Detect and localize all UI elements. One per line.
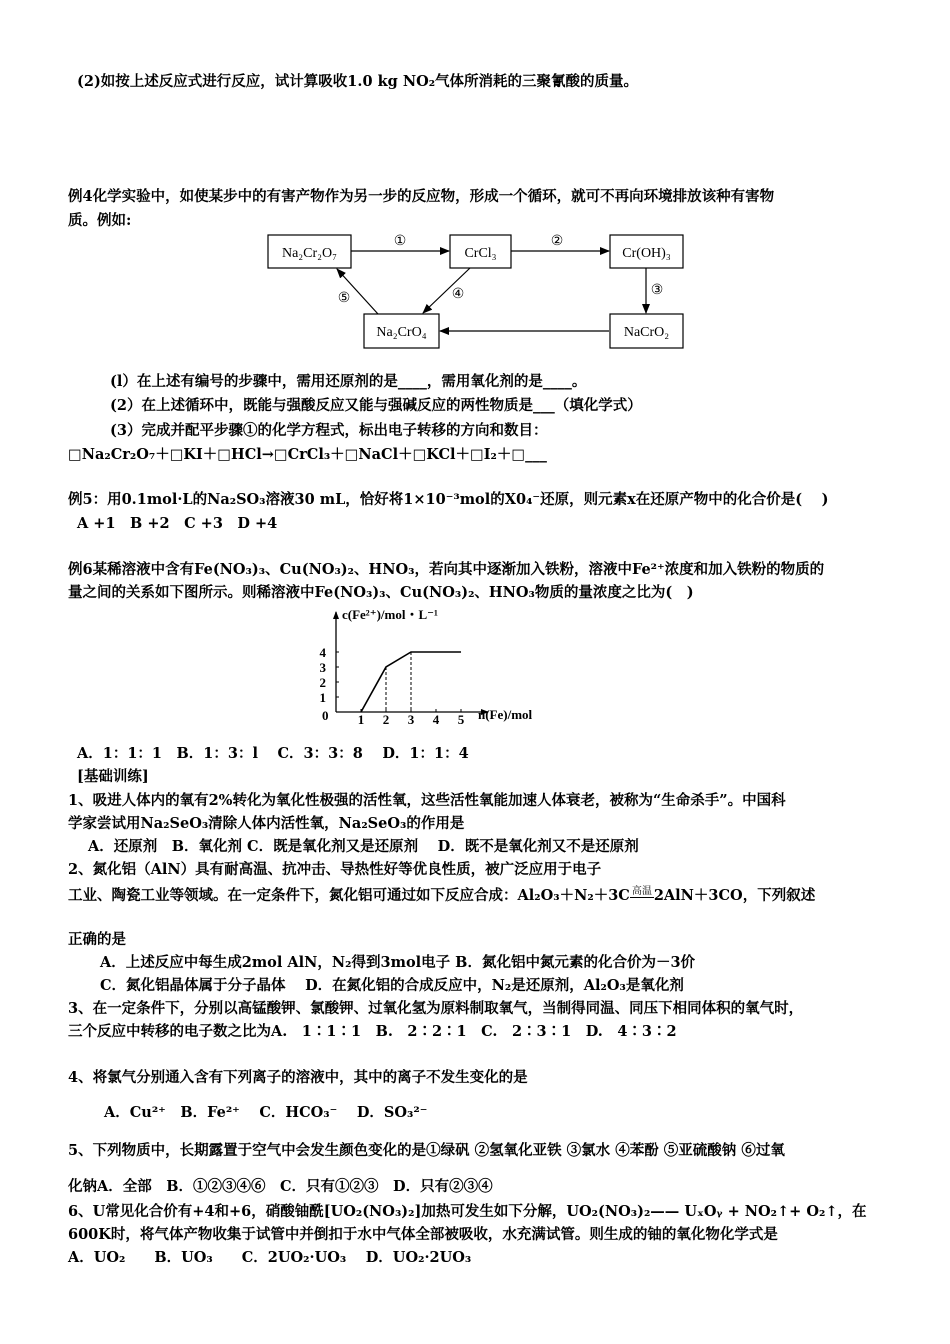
y-tick-label-4: 4 [319, 645, 326, 660]
q1-options: A．还原剂 B．氧化剂 C．既是氧化剂又是还原剂 D．既不是氧化剂又不是还原剂 [88, 838, 639, 855]
section-basic-training: [基础训练] [77, 768, 149, 785]
label-na2cr2o7: Na₂Cr₂O₇ [281, 246, 338, 261]
y-tick-label-1: 1 [319, 690, 326, 705]
example-4-line-1: 例4化学实验中，如使某步中的有害产物作为另一步的反应物，形成一个循环，就可不再向环境排放该种有害物 [68, 188, 775, 205]
label-step-4: ④ [451, 287, 465, 302]
origin-label: 0 [322, 708, 329, 723]
q4-question: 4、将氯气分别通入含有下列离子的溶液中，其中的离子不发生变化的是 [68, 1069, 528, 1086]
example-4-question-3: (3）完成并配平步骤①的化学方程式，标出电子转移的方向和数目： [110, 422, 548, 439]
q6-line-1: 6、U常见化合价有+4和+6，硝酸铀酰[UO₂(NO₃)₂]加热可发生如下分解，UO₂(NO₃)₂—— UₓOᵧ + NO₂↑+ O₂↑，在 [68, 1203, 867, 1220]
question-2-text: (2)如按上述反应式进行反应，试计算吸收1.0 kg NO₂气体所消耗的三聚氰酸的质量。 [77, 73, 639, 90]
example-6-line-1: 例6某稀溶液中含有Fe(NO₃)₃、Cu(NO₃)₂、HNO₃，若向其中逐渐加入铁粉，溶液中Fe²⁺浓度和加入铁粉的物质的 [68, 561, 825, 578]
q2-line-2 [68, 886, 815, 906]
q2-options-cd: C．氮化铝晶体属于分子晶体 D．在氮化铝的合成反应中，N₂是还原剂，Al₂O₃是氧化剂 [100, 977, 684, 994]
fe2-concentration-chart [300, 600, 570, 730]
label-croh3: Cr(OH)₃ [622, 246, 671, 261]
label-nacro2: NaCrO₂ [623, 325, 670, 340]
q3-line-1: 3、在一定条件下，分别以高锰酸钾、氯酸钾、过氧化氢为原料制取氧气，当制得同温、同压下相同体积的氧气时， [68, 1000, 804, 1017]
q2-line-1: 2、氮化铝（AlN）具有耐高温、抗冲击、导热性好等优良性质，被广泛应用于电子 [68, 861, 602, 878]
label-na2cro4: Na₂CrO₄ [376, 325, 427, 340]
example-5-options: A +1 B +2 C +3 D +4 [77, 515, 278, 532]
y-axis-label: c(Fe²⁺)/mol・L⁻¹ [342, 607, 438, 622]
q2-line-3: 正确的是 [68, 931, 126, 948]
x-tick-label-4: 4 [432, 712, 440, 727]
q1-line-1: 1、吸进人体内的氧有2%转化为氧化性极强的活性氧，这些活性氧能加速人体衰老，被称为“生命杀手”。中国科 [68, 792, 786, 809]
example-5-question: 例5：用0.1mol·L的Na₂SO₃溶液30 mL，恰好将1×10⁻³mol的X0₄⁻还原，则元素x在还原产物中的化合价是( ) [68, 491, 829, 508]
label-step-5: ⑤ [337, 291, 351, 306]
q2-equation-right: 2AlN＋3CO，下列叙述 [653, 887, 816, 904]
example-6-options: A．1：1：1 B．1：3：l C．3：3：8 D．1：1：4 [77, 745, 469, 762]
q2-equation-left: 工业、陶瓷工业等领域。在一定条件下，氮化铝可通过如下反应合成：Al₂O₃＋N₂＋3C [68, 887, 630, 904]
q2-options-ab: A．上述反应中每生成2mol AlN，N₂得到3mol电子 B．氮化铝中氮元素的化合价为－3价 [100, 954, 696, 971]
example-4-question-2: (2）在上述循环中，既能与强酸反应又能与强碱反应的两性物质是___（填化学式） [110, 397, 642, 414]
q6-options: A．UO₂ B．UO₃ C．2UO₂·UO₃ D．UO₂·2UO₃ [68, 1249, 472, 1266]
x-tick-label-1: 1 [357, 712, 365, 727]
example-4-equation: □Na₂Cr₂O₇＋□KI＋□HCl→□CrCl₃＋□NaCl＋□KCl＋□I₂＋□___ [68, 446, 547, 463]
q3-line-2: 三个反应中转移的电子数之比为A. 1∶1∶1 B. 2∶2∶1 C. 2∶3∶1 D. 4∶3∶2 [68, 1023, 677, 1040]
q6-line-2: 600K时，将气体产物收集于试管中并倒扣于水中气体全部被吸收，水充满试管。则生成的铀的氧化物化学式是 [68, 1226, 778, 1243]
q5-line-1: 5、下列物质中，长期露置于空气中会发生颜色变化的是①绿矾 ②氢氧化亚铁 ③氯水 ④苯酚 ⑤亚硫酸钠 ⑥过氧 [68, 1142, 785, 1159]
x-tick-label-5: 5 [457, 712, 465, 727]
x-tick-label-3: 3 [407, 712, 415, 727]
x-tick-label-2: 2 [382, 712, 390, 727]
example-4-question-1: (l）在上述有编号的步骤中，需用还原剂的是____，需用氧化剂的是____。 [110, 373, 587, 390]
example-6-line-2: 量之间的关系如下图所示。则稀溶液中Fe(NO₃)₃、Cu(NO₃)₂、HNO₃物质的量浓度之比为( ) [68, 584, 694, 601]
example-4-line-2: 质。例如: [68, 212, 132, 229]
x-axis-label: n(Fe)/mol [478, 707, 533, 722]
reaction-condition: 高温 [631, 886, 652, 897]
label-step-1: ① [393, 234, 407, 249]
label-step-3: ③ [650, 283, 664, 298]
y-tick-label-2: 2 [319, 675, 326, 690]
y-tick-label-3: 3 [319, 660, 326, 675]
label-crcl3: CrCl₃ [464, 246, 497, 261]
q1-line-2: 学家尝试用Na₂SeO₃清除人体内活性氧，Na₂SeO₃的作用是 [68, 815, 465, 832]
q4-options: A．Cu²⁺ B．Fe²⁺ C．HCO₃⁻ D．SO₃²⁻ [104, 1104, 428, 1121]
label-step-2: ② [550, 234, 564, 249]
chromium-cycle-diagram [260, 228, 700, 356]
q5-line-2: 化钠A．全部 B．①②③④⑥ C．只有①②③ D．只有②③④ [68, 1178, 493, 1195]
